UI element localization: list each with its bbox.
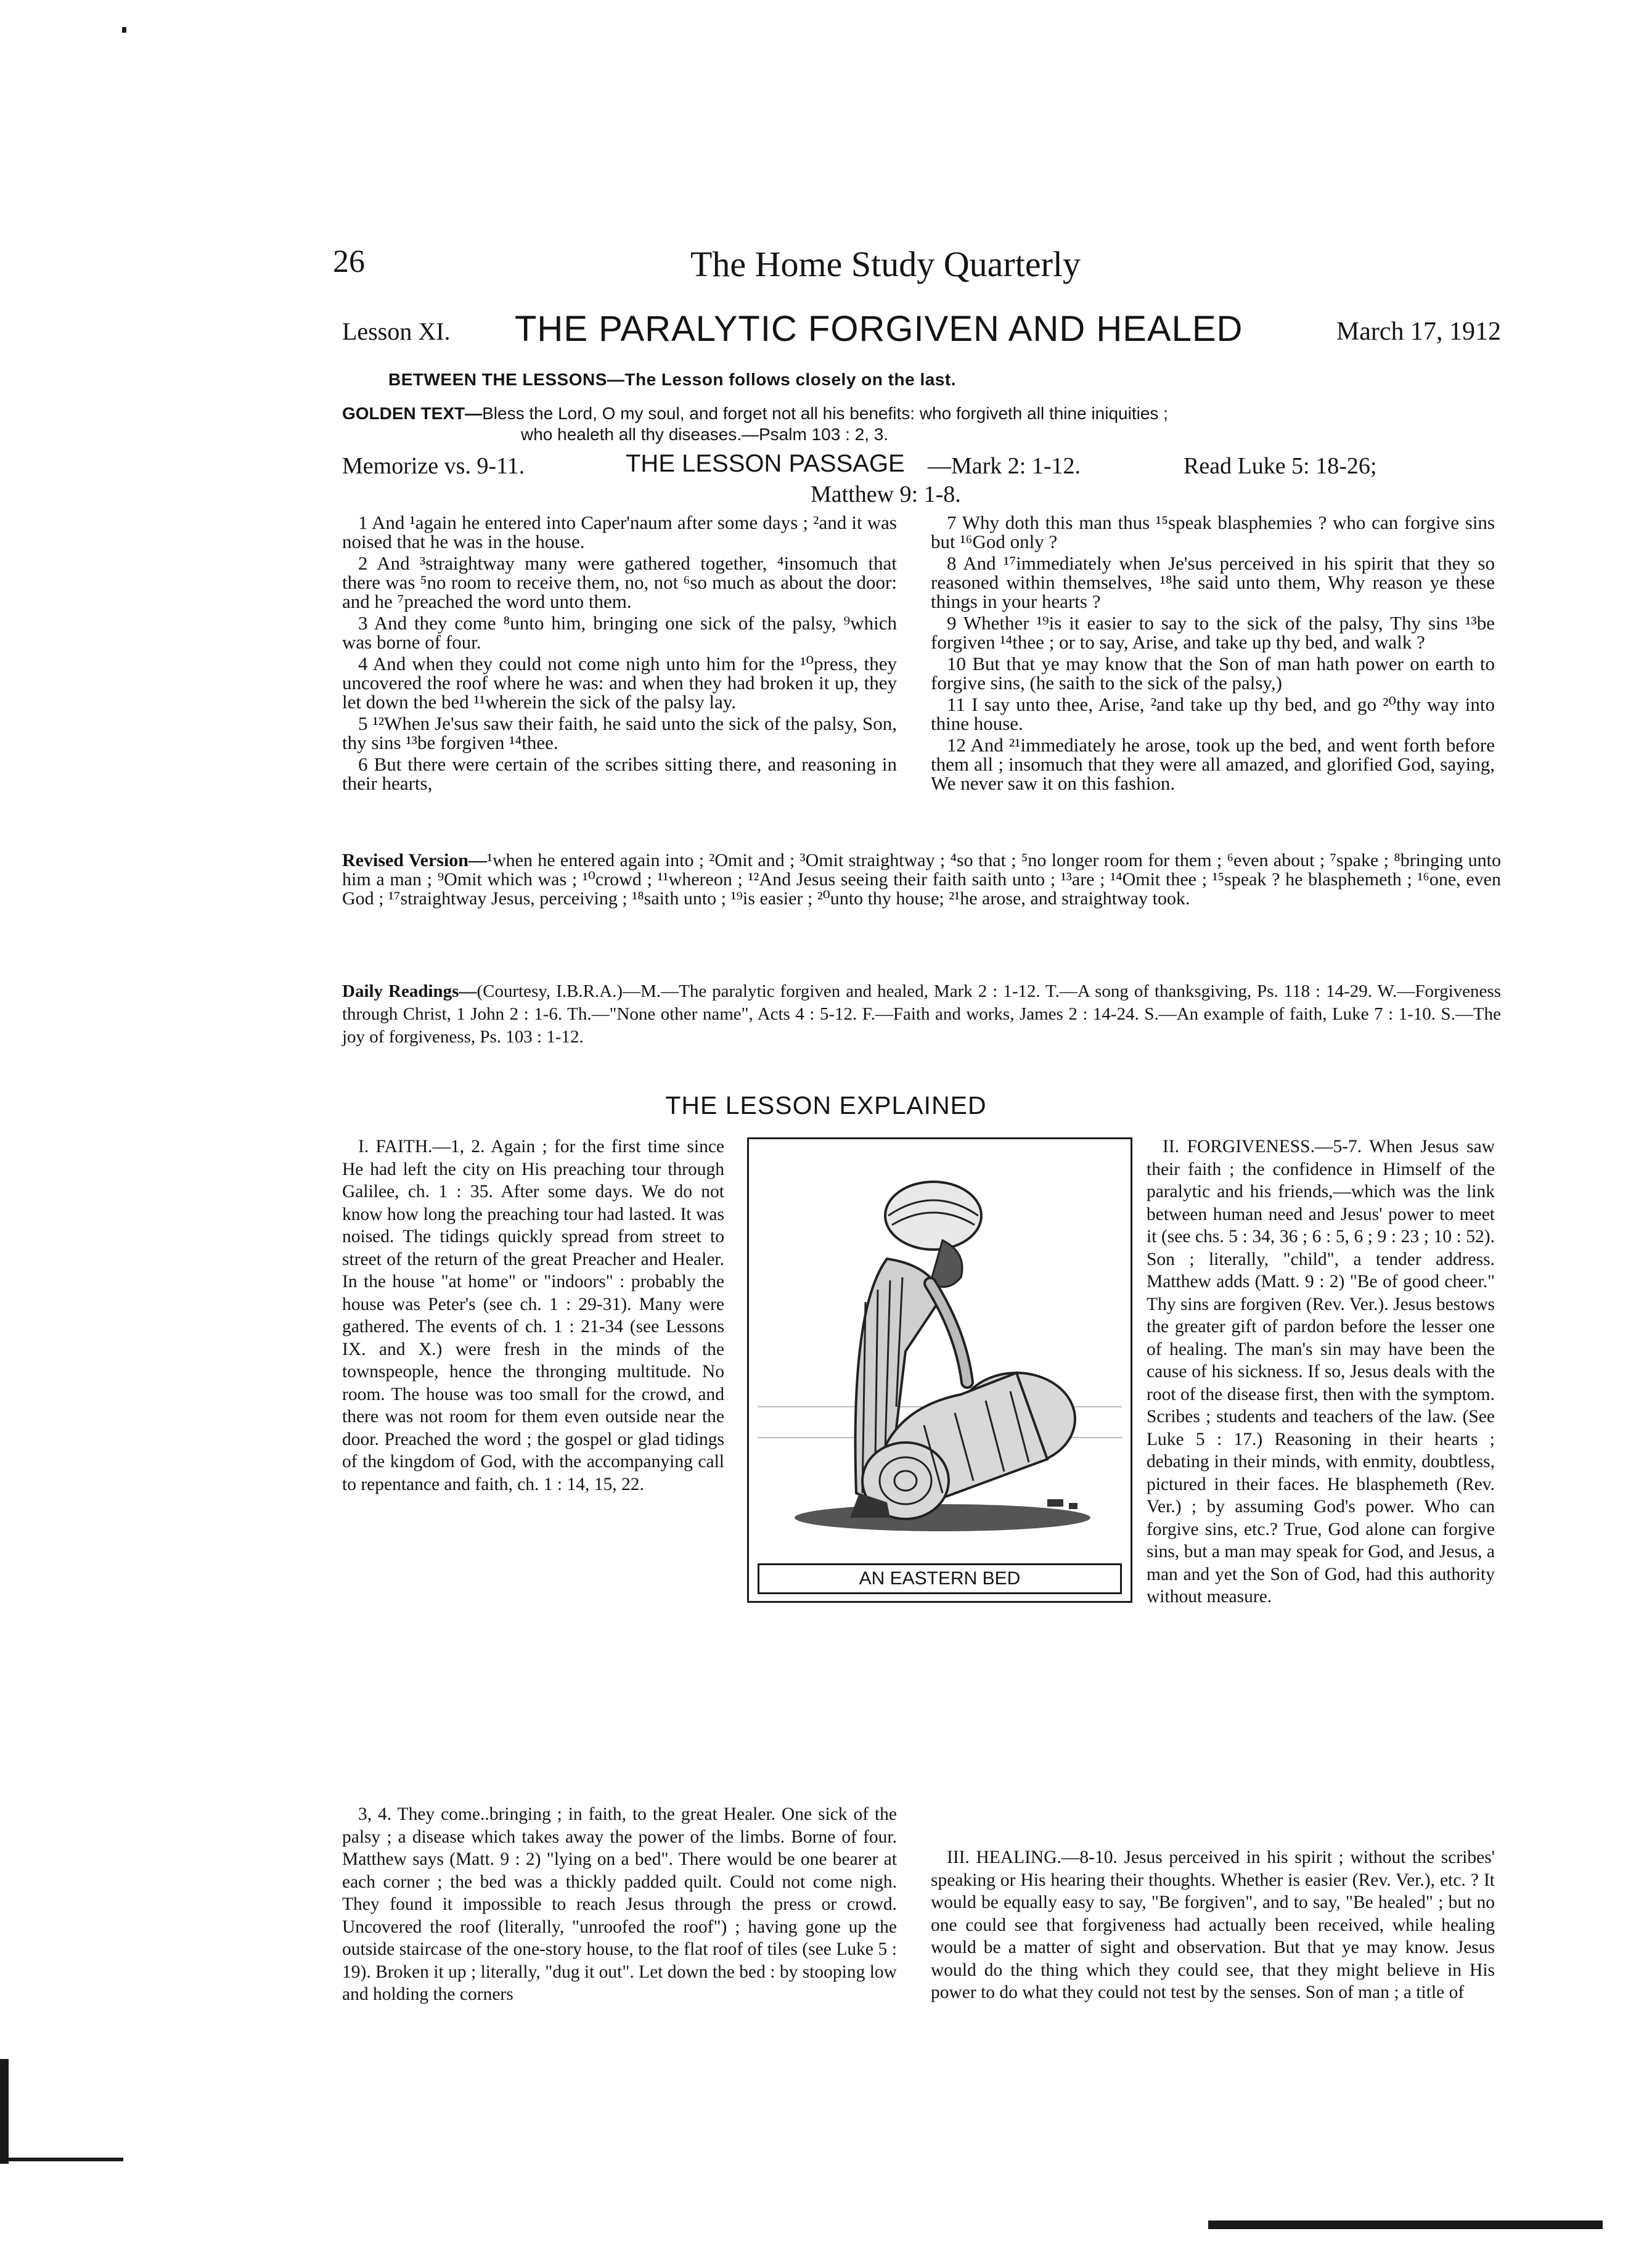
page-number: 26: [333, 244, 365, 279]
illustration-man-rolling-bed: [758, 1148, 1122, 1558]
verse: 8 And ¹⁷immediately when Je'sus perceived in his spirit that they so reasoned within themselves, ¹⁸he said unto them, Why reason ye these things in your hearts ?: [931, 552, 1495, 612]
left-edge-line: [0, 2158, 123, 2161]
section-title: THE LESSON EXPLAINED: [665, 1091, 987, 1119]
explanation-paragraph: 3, 4. They come..bringing ; in faith, to the great Healer. One sick of the palsy ; a disease which takes away the power of the limbs. Borne of four. Matthew says (Matt. 9 : 2) "lying on a bed". There would be one bearer at each corner ; the bed was a thickly padded quilt. Could not come nigh. They found it impossible to reach Jesus through the press or crowd. Uncovered the roof (literally, "unroofed the roof") ; having gone up the outside staircase of the one-story house, to the flat roof of tiles (see Luke 5 : 19). Broken it up ; literally, "dug it out". Let down the bed : by stooping low and holding the corners: [342, 1804, 897, 2004]
verse: 1 And ¹again he entered into Caper'naum after some days ; ²and it was noised that he was in the house.: [342, 512, 897, 552]
bottom-rule: [1208, 2220, 1603, 2229]
explanation-healing-column: [931, 1846, 1495, 2130]
verse: 9 Whether ¹⁹is it easier to say to the sick of the palsy, Thy sins ¹³be forgiven ¹⁴thee ; or to say, Arise, and take up thy bed, and walk ?: [931, 612, 1495, 653]
explanation-paragraph: III. HEALING.—8-10. Jesus perceived in his spirit ; without the scribes' speaking or His hearing their thoughts. Whether is easier (Rev. Ver.), etc. ? It would be equally easy to say, "Be forgiven", and to say, "Be healed" ; but no one could see that forgiveness had actually been received, while healing would be a matter of sight and observation. But that ye may know. Jesus would do the thing which they could see, that they might believe in His power to do what they could not test by the senses. Son of man ; a title of: [931, 1848, 1495, 2002]
lesson-label: Lesson XI.: [342, 317, 451, 345]
daily-readings: [342, 980, 1501, 1049]
golden-text-line: Bless the Lord, O my soul, and forget not all his benefits: who forgiveth all thine iniquities ;: [482, 404, 1168, 423]
daily-readings-head: Daily Readings—: [342, 981, 477, 1001]
golden-text: [342, 403, 1501, 445]
verse: 5 ¹²When Je'sus saw their faith, he said unto the sick of the palsy, Son, thy sins ¹³be forgiven ¹⁴thee.: [342, 713, 897, 753]
lesson-heading: [342, 308, 1501, 358]
explanation-right-column: [1147, 1136, 1495, 1606]
verse: 4 And when they could not come nigh unto him for the ¹⁰press, they uncovered the roof where he was: and when they had broken it up, they let down the bed ¹¹wherein the sick of the palsy lay.: [342, 653, 897, 713]
explanation-paragraph: II. FORGIVENESS.—5-7. When Jesus saw their faith ; the confidence in Himself of the paralytic and his friends,—which was the link between human need and Jesus' power to meet it (see chs. 5 : 34, 36 ; 6 : 5, 6 ; 9 : 23 ; 10 : 52). Son ; literally, "child", a tender address. Matthew adds (Matt. 9 : 2) "Be of good cheer." Thy sins are forgiven (Rev. Ver.). Jesus bestows the greater gift of pardon before the lesser one of healing. The man's sin may have been the cause of his sickness. If so, Jesus deals with the root of the disease first, then with the symptom. Scribes ; students and teachers of the law. (See Luke 5 : 17.) Reasoning in their hearts ; debating in their minds, with enmity, doubtless, pictured in their faces. He blasphemeth (Rev. Ver.) ; by assuming God's power. Who can forgive sins, etc.? True, God alone can forgive sins, but a man may speak for God, and Jesus, a man and yet the Son of God, had this authority without measure.: [1147, 1137, 1495, 1606]
explanation-right-column-lower: [931, 1627, 1495, 1831]
read-reference: Read Luke 5: 18-26;: [1184, 453, 1377, 479]
explanation-paragraph: [931, 1627, 1495, 1650]
passage-label: THE LESSON PASSAGE: [626, 450, 905, 477]
verse: 11 I say unto thee, Arise, ²and take up thy bed, and go ²⁰thy way into thine house.: [931, 694, 1495, 734]
read-reference-2: Matthew 9: 1-8.: [811, 481, 961, 507]
verse: 3 And they come ⁸unto him, bringing one sick of the palsy, ⁹which was borne of four.: [342, 612, 897, 653]
golden-text-head: GOLDEN TEXT—: [342, 404, 483, 423]
explanation-left-column-lower: [342, 1803, 897, 2136]
revised-version-head: Revised Version—: [342, 850, 487, 870]
verses-left-column: [342, 513, 897, 795]
verse: 6 But there were certain of the scribes sitting there, and reasoning in their hearts,: [342, 753, 897, 794]
explanation-left-column: [342, 1136, 724, 1801]
revised-version-text: ¹when he entered again into ; ²Omit and ; ³Omit straightway ; ⁴so that ; ⁵no longer room for them ; ⁶even about ; ⁷spake ; ⁸bringing unto him a man ; ⁹Omit which was ; ¹⁰crowd ; ¹¹whereon ; ¹²And Jesus seeing their faith saith unto ; ¹³are ; ¹⁴Omit thee ; ¹⁵speak ? he blasphemeth ; ¹⁶one, even God ; ¹⁷straightway Jesus, perceiving ; ¹⁸saith unto ; ¹⁹is easier ; ²⁰unto thy house; ²¹he arose, and straightway took.: [342, 850, 1501, 909]
verse: 7 Why doth this man thus ¹⁵speak blasphemies ? who can forgive sins but ¹⁶God only ?: [931, 512, 1495, 552]
margin-mark: [122, 27, 126, 33]
verses-right-column: [931, 513, 1495, 795]
between-lessons: BETWEEN THE LESSONS—The Lesson follows closely on the last.: [388, 370, 956, 389]
left-edge-line: [0, 2059, 9, 2164]
revised-version: [342, 851, 1501, 908]
verse: 12 And ²¹immediately he arose, took up the bed, and went forth before them all ; insomuch that they were all amazed, and glorified God, saying, We never saw it on this fashion.: [931, 734, 1495, 794]
verse: 2 And ³straightway many were gathered together, ⁴insomuch that there was ⁵no room to receive them, no, not ⁶so much as about the door: and he ⁷preached the word unto them.: [342, 552, 897, 612]
lesson-date: March 17, 1912: [1336, 317, 1501, 346]
daily-readings-text: (Courtesy, I.B.R.A.)—M.—The paralytic forgiven and healed, Mark 2 : 1-12. T.—A song of thanksgiving, Ps. 118 : 14-29. W.—Forgiveness through Christ, 1 John 2 : 1-6. Th.—"None other name", Acts 4 : 5-12. F.—Faith and works, James 2 : 14-24. S.—An example of faith, Luke 7 : 1-10. S.—The joy of forgiveness, Ps. 103 : 1-12.: [342, 981, 1501, 1047]
passage-reference: —Mark 2: 1-12.: [928, 453, 1081, 479]
memorize-note: Memorize vs. 9-11.: [342, 453, 525, 479]
lesson-passage-heading: [342, 450, 1501, 512]
golden-text-line: who healeth all thy diseases.—Psalm 103 : 2, 3.: [521, 425, 889, 444]
page-header: [333, 244, 1492, 299]
explanation-paragraph: I. FAITH.—1, 2. Again ; for the first time since He had left the city on His preaching tour through Galilee, ch. 1 : 35. After some days. We do not know how long the preaching tour had lasted. It was noised. The tidings quickly spread from street to street of the return of the great Preacher and Healer. In the house "at home" or "indoors" : probably the house was Peter's (see ch. 1 : 29-31). Many were gathered. The events of ch. 1 : 21-34 (see Lessons IX. and X.) were fresh in the minds of the townspeople, hence the thronging multitude. No room. The house was too small for the crowd, and there was not room for them even outside near the door. Preached the word ; the gospel or glad tidings of the kingdom of God, with the accompanying call to repentance and faith, ch. 1 : 14, 15, 22.: [342, 1137, 724, 1494]
lesson-title: THE PARALYTIC FORGIVEN AND HEALED: [515, 309, 1243, 349]
running-head: The Home Study Quarterly: [690, 244, 1081, 284]
verse: 10 But that ye may know that the Son of man hath power on earth to forgive sins, (he saith to the sick of the palsy,): [931, 653, 1495, 694]
figure-caption: AN EASTERN BED: [758, 1563, 1122, 1594]
figure-eastern-bed: [747, 1137, 1132, 1603]
